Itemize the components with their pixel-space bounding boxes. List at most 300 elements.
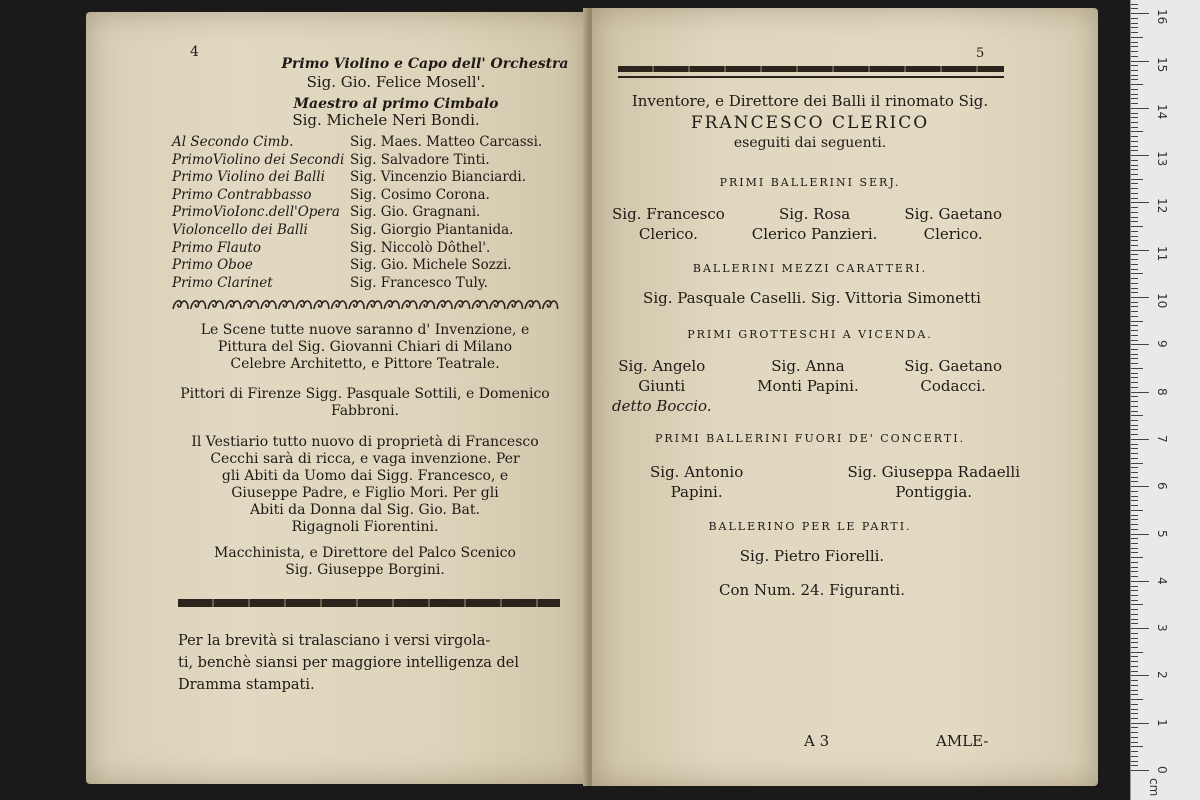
staff-role: Primo Clarinet [172, 274, 273, 291]
section-heading-parti: BALLERINO PER LE PARTI. [708, 520, 912, 533]
dancer-name-line: Pontiggia. [895, 483, 973, 501]
ruler-tick [1131, 306, 1138, 307]
ruler-tick [1131, 690, 1138, 691]
ruler-tick [1131, 37, 1143, 38]
ruler-tick [1131, 519, 1138, 520]
ruler-label: 7 [1155, 434, 1169, 443]
ruler-tick [1131, 155, 1149, 156]
ruler-tick [1131, 240, 1138, 241]
ruler-tick [1131, 103, 1138, 104]
ruler-tick [1131, 439, 1149, 440]
ruler-tick [1131, 481, 1138, 482]
staff-name: Sig. Salvadore Tinti. [350, 151, 490, 168]
ruler-tick [1131, 510, 1143, 511]
ruler-tick [1131, 98, 1138, 99]
scene-line: Pittura del Sig. Giovanni Chiari di Milano [217, 339, 513, 355]
ruler-tick [1131, 746, 1143, 747]
dancer-entry [612, 356, 712, 416]
ruler-tick [1131, 32, 1138, 33]
dancer-name-line: Clerico. [638, 225, 698, 243]
demi-character-dancers: Sig. Pasquale Caselli. Sig. Vittoria Simonetti [643, 289, 981, 307]
ruler-tick [1131, 765, 1138, 766]
ruler-tick [1131, 4, 1138, 5]
ruler-tick [1131, 529, 1138, 530]
ruler-tick [1131, 56, 1138, 57]
scene-line: Celebre Architetto, e Pittore Teatrale. [230, 356, 500, 372]
ruler-tick [1131, 396, 1138, 397]
ruler-tick [1131, 136, 1138, 137]
ruler-tick [1131, 661, 1138, 662]
staff-name: Sig. Francesco Tuly. [350, 274, 488, 291]
dancer-entry [904, 356, 1002, 416]
ruler-tick [1131, 675, 1149, 676]
ruler-tick [1131, 543, 1138, 544]
staff-name: Sig. Giorgio Piantanida. [350, 222, 514, 238]
ruler-tick [1131, 467, 1138, 468]
costume-line: Abiti da Donna dal Sig. Gio. Bat. [250, 502, 480, 518]
character-dancer: Sig. Pietro Fiorelli. [739, 547, 885, 565]
ruler-tick [1131, 316, 1138, 317]
ruler-tick [1131, 751, 1138, 752]
ruler-tick [1131, 269, 1138, 270]
ruler-tick [1131, 236, 1138, 237]
ornament-motif [437, 301, 452, 309]
costume-line: Il Vestiario tutto nuovo di proprietà di Francesco [191, 434, 539, 450]
ruler-tick [1131, 718, 1138, 719]
dancer-name-line: Clerico. [923, 225, 983, 243]
ruler-tick [1131, 46, 1138, 47]
ruler-tick [1131, 505, 1138, 506]
ornament-motif [384, 301, 399, 309]
ruler-tick [1131, 699, 1143, 700]
ruler-tick [1131, 179, 1143, 180]
decorative-border-ornament [172, 296, 560, 312]
machinist-line: Macchinista, e Direttore del Palco Scenico [214, 545, 516, 561]
grotesque-dancers-row [612, 356, 1002, 416]
ruler-tick [1131, 84, 1143, 85]
ruler-tick [1131, 595, 1138, 596]
ruler-tick [1131, 685, 1138, 686]
ruler-tick [1131, 392, 1149, 393]
ruler-tick [1131, 264, 1138, 265]
ruler-tick [1131, 387, 1138, 388]
note-line: Per la brevità si tralasciano i versi virgola- [178, 633, 491, 649]
note-paragraph [178, 630, 568, 696]
ruler-tick [1131, 141, 1138, 142]
ruler-tick [1131, 576, 1138, 577]
ruler-tick [1131, 671, 1138, 672]
ruler-tick [1131, 666, 1138, 667]
ruler-tick [1131, 600, 1138, 601]
ruler-tick [1131, 358, 1138, 359]
ruler-tick [1131, 770, 1149, 771]
ornament-motif [490, 301, 505, 309]
ruler-tick [1131, 193, 1138, 194]
ruler-tick [1131, 652, 1143, 653]
ruler-tick [1131, 330, 1138, 331]
ruler-tick [1131, 108, 1149, 109]
ruler-tick [1131, 245, 1138, 246]
staff-row [172, 257, 572, 275]
ruler-tick [1131, 382, 1138, 383]
ornament-motif [419, 301, 434, 309]
ruler-label: 11 [1155, 245, 1169, 261]
ruler-label: 2 [1155, 671, 1169, 680]
ruler-tick [1131, 340, 1138, 341]
ruler-tick [1131, 283, 1138, 284]
signature-mark: A 3 [804, 732, 830, 750]
dancer-entry [847, 462, 1020, 502]
ornament-motif [507, 301, 522, 309]
ruler-tick [1131, 288, 1138, 289]
ruler-tick [1131, 297, 1149, 298]
dancer-name-line: Sig. Gaetano [904, 205, 1002, 223]
ruler-tick [1131, 515, 1138, 516]
ruler-tick [1131, 500, 1138, 501]
ruler-tick [1131, 373, 1138, 374]
dancer-entry [650, 462, 743, 502]
costume-line: Rigagnoli Fiorentini. [291, 519, 439, 535]
ruler-tick [1131, 756, 1138, 757]
staff-name: Sig. Vincenzio Bianciardi. [350, 169, 527, 186]
ruler-tick [1131, 429, 1138, 430]
ruler-tick [1131, 401, 1138, 402]
ruler-tick [1131, 335, 1138, 336]
header-rule-top [618, 66, 1004, 72]
ruler-tick [1131, 349, 1138, 350]
dancer-name-line: Sig. Anna [771, 357, 845, 375]
staff-name: Sig. Maes. Matteo Carcassi. [350, 134, 543, 150]
ruler-tick [1131, 231, 1138, 232]
machinist-paragraph [150, 545, 580, 579]
scene-paragraph [150, 322, 580, 373]
ruler-tick [1131, 42, 1138, 43]
dancer-name-line: Sig. Giuseppa Radaelli [847, 463, 1020, 481]
ornament-motif [472, 301, 487, 309]
ruler-tick [1131, 552, 1138, 553]
note-line: Dramma stampati. [178, 677, 315, 693]
ruler-label: 1 [1155, 718, 1169, 727]
ruler-tick [1131, 198, 1138, 199]
ruler-tick [1131, 496, 1138, 497]
ruler-label: 6 [1155, 482, 1169, 490]
dancer-name-line: Sig. Rosa [778, 205, 851, 223]
ruler-tick [1131, 207, 1138, 208]
ornament-motif [173, 301, 188, 309]
ornament-motif [349, 301, 364, 309]
ruler-label: 4 [1155, 576, 1169, 585]
ruler-tick [1131, 448, 1138, 449]
section-heading-mezzi: BALLERINI MEZZI CARATTERI. [692, 262, 928, 275]
ruler-tick [1131, 292, 1138, 293]
staff-role: Primo Contrabbasso [172, 186, 312, 203]
ruler-tick [1131, 581, 1149, 582]
ornament-motif [331, 301, 346, 309]
dancer-name-line: Papini. [670, 483, 723, 501]
ornament-motif [296, 301, 311, 309]
ruler-tick [1131, 628, 1149, 629]
section-heading-fuori: PRIMI BALLERINI FUORI DE' CONCERTI. [654, 432, 966, 445]
ruler-tick [1131, 571, 1138, 572]
ruler-tick [1131, 742, 1138, 743]
ruler-label: 10 [1155, 293, 1169, 309]
measurement-ruler [1130, 0, 1200, 800]
ruler-tick [1131, 425, 1138, 426]
ruler-tick [1131, 202, 1149, 203]
section-heading-grotteschi: PRIMI GROTTESCHI A VICENDA. [687, 328, 933, 341]
ruler-tick [1131, 737, 1138, 738]
ruler-tick [1131, 23, 1138, 24]
dancer-name-line: detto Boccio. [612, 397, 712, 415]
ruler-tick [1131, 415, 1143, 416]
dancer-name-line: Sig. Francesco [612, 205, 725, 223]
ruler-tick [1131, 491, 1138, 492]
section-rule-left [178, 599, 560, 607]
ruler-tick [1131, 434, 1138, 435]
ornament-motif [402, 301, 417, 309]
orchestra-leader-name: Sig. Gio. Felice Mosell'. [306, 73, 486, 91]
ornament-motif [314, 301, 329, 309]
dancer-name-line: Codacci. [920, 377, 986, 395]
ruler-tick [1131, 633, 1138, 634]
painters-line: Fabbroni. [330, 403, 400, 419]
dancer-name-line: Giunti [638, 377, 686, 395]
ruler-tick [1131, 146, 1138, 147]
dancer-name-line: Sig. Gaetano [904, 357, 1002, 375]
note-line: ti, benchè siansi per maggiore intelligenza del [178, 655, 520, 671]
dancer-name-line: Sig. Antonio [650, 463, 744, 481]
staff-name: Sig. Gio. Michele Sozzi. [350, 257, 512, 274]
ruler-tick [1131, 250, 1149, 251]
ruler-tick [1131, 174, 1138, 175]
ruler-tick [1131, 8, 1138, 9]
ruler-tick [1131, 586, 1138, 587]
ruler-tick [1131, 463, 1143, 464]
ruler-label: 0 [1155, 766, 1169, 774]
ruler-tick [1131, 70, 1138, 71]
staff-role: Al Secondo Cimb. [172, 134, 294, 150]
dance-director-name: FRANCESCO CLERICO [690, 113, 930, 133]
dancer-name-line: Clerico Panzieri. [751, 225, 878, 243]
ruler-tick [1131, 486, 1149, 487]
ruler-tick [1131, 117, 1138, 118]
ruler-tick [1131, 344, 1149, 345]
ruler-tick [1131, 165, 1138, 166]
ornament-motif [243, 301, 258, 309]
staff-row [172, 152, 572, 170]
ruler-tick [1131, 538, 1138, 539]
ruler-tick [1131, 453, 1138, 454]
staff-role: PrimoVioIonc.dell'Opera [172, 204, 340, 221]
ruler-tick [1131, 638, 1138, 639]
ruler-tick [1131, 217, 1138, 218]
ruler-tick [1131, 226, 1143, 227]
staff-row [172, 204, 572, 222]
figurants-line: Con Num. 24. Figuranti. [719, 581, 905, 599]
dancers-outside-concerts-row [650, 462, 1020, 502]
ruler-label: 5 [1155, 529, 1169, 538]
ruler-tick [1131, 183, 1138, 184]
ornament-motif [261, 301, 276, 309]
staff-row [172, 134, 572, 152]
costume-line: Giuseppe Padre, e Figlio Mori. Per gli [231, 485, 499, 501]
painters-paragraph [150, 386, 580, 420]
ruler-tick [1131, 604, 1143, 605]
ornament-motif [191, 301, 206, 309]
staff-row [172, 222, 572, 240]
ruler-tick [1131, 212, 1138, 213]
ruler-tick [1131, 89, 1138, 90]
maestro-name: Sig. Michele Neri Bondi. [292, 111, 480, 129]
page-number-right: 5 [976, 46, 985, 61]
ruler-tick [1131, 18, 1138, 19]
ruler-tick [1131, 642, 1138, 643]
performers-intro: eseguiti dai seguenti. [733, 135, 887, 151]
ruler-tick [1131, 188, 1138, 189]
ruler-tick [1131, 534, 1149, 535]
ruler-tick [1131, 325, 1138, 326]
ruler-tick [1131, 656, 1138, 657]
ruler-tick [1131, 548, 1138, 549]
ruler-tick [1131, 694, 1138, 695]
ornament-motif [367, 301, 382, 309]
dance-director-intro: Inventore, e Direttore dei Balli il rinomato Sig. [631, 92, 989, 110]
ornament-motif [279, 301, 294, 309]
ruler-tick [1131, 761, 1138, 762]
ruler-tick [1131, 567, 1138, 568]
ruler-tick [1131, 732, 1138, 733]
ruler-tick [1131, 273, 1143, 274]
dancer-name-line: Monti Papini. [757, 377, 859, 395]
ruler-unit: cm [1147, 778, 1161, 797]
dancer-entry [904, 204, 1002, 244]
ruler-tick [1131, 623, 1138, 624]
ruler-tick [1131, 131, 1143, 132]
ruler-label: 15 [1155, 56, 1169, 72]
ruler-tick [1131, 51, 1138, 52]
ruler-tick [1131, 614, 1138, 615]
scene-line: Le Scene tutte nuove saranno d' Invenzione, e [200, 322, 530, 338]
ruler-tick [1131, 94, 1138, 95]
ruler-tick [1131, 278, 1138, 279]
ornament-motif [226, 301, 241, 309]
ruler-tick [1131, 354, 1138, 355]
staff-role: Violoncello dei Balli [172, 222, 308, 238]
staff-name: Sig. Niccolò Dôthel'. [350, 239, 491, 256]
ruler-tick [1131, 221, 1138, 222]
ruler-tick [1131, 557, 1143, 558]
ruler-tick [1131, 27, 1138, 28]
ruler-tick [1131, 169, 1138, 170]
staff-role: Primo Oboe [172, 257, 253, 274]
ruler-label: 14 [1155, 103, 1169, 120]
ruler-tick [1131, 619, 1138, 620]
ruler-tick [1131, 160, 1138, 161]
ruler-label: 13 [1155, 151, 1169, 167]
ruler-label: 8 [1155, 387, 1169, 396]
dancer-entry [612, 204, 725, 244]
costume-line: gli Abiti da Uomo dai Sigg. Francesco, e [221, 468, 509, 484]
ruler-tick [1131, 321, 1143, 322]
ruler-tick [1131, 302, 1138, 303]
ruler-tick [1131, 254, 1138, 255]
ruler-tick [1131, 727, 1138, 728]
staff-name: Sig. Gio. Gragnani. [350, 204, 481, 221]
ruler-tick [1131, 609, 1138, 610]
ruler-tick [1131, 377, 1138, 378]
page-number-left: 4 [190, 44, 199, 60]
ruler-tick [1131, 723, 1149, 724]
ruler-tick [1131, 472, 1138, 473]
ruler-tick [1131, 680, 1138, 681]
staff-role: PrimoViolino dei Secondi [172, 151, 345, 168]
ornament-motif [455, 301, 470, 309]
ruler-tick [1131, 79, 1138, 80]
ruler-tick [1131, 65, 1138, 66]
ruler-tick [1131, 122, 1138, 123]
ruler-tick [1131, 311, 1138, 312]
serious-dancers-row [612, 204, 1002, 244]
dancer-entry [757, 356, 859, 416]
ruler-tick [1131, 113, 1138, 114]
ruler-tick [1131, 127, 1138, 128]
staff-row [172, 187, 572, 205]
ruler-label: 12 [1155, 198, 1169, 214]
header-rule-bottom [618, 76, 1004, 78]
ruler-label: 3 [1155, 624, 1169, 632]
ruler-tick [1131, 61, 1149, 62]
orchestra-leader-title: Primo Violino e Capo dell' Orchestra [281, 56, 569, 72]
ornament-motif [543, 301, 558, 309]
maestro-title: Maestro al primo Cimbalo [293, 96, 499, 112]
staff-name: Sig. Cosimo Corona. [350, 186, 490, 203]
dancer-name-line: Sig. Angelo [618, 357, 706, 375]
ruler-tick [1131, 368, 1143, 369]
ruler-tick [1131, 150, 1138, 151]
ruler-label: 9 [1155, 340, 1169, 348]
ruler-tick [1131, 709, 1138, 710]
ruler-tick [1131, 420, 1138, 421]
staff-row [172, 169, 572, 187]
dancer-entry [752, 204, 878, 244]
costume-line: Cecchi sarà di ricca, e vaga invenzione. Per [210, 451, 520, 467]
ruler-tick [1131, 562, 1138, 563]
ruler-tick [1131, 458, 1138, 459]
ruler-tick [1131, 477, 1138, 478]
catchword: AMLE- [936, 732, 989, 750]
ornament-motif [208, 301, 223, 309]
ruler-tick [1131, 704, 1138, 705]
machinist-line: Sig. Giuseppe Borgini. [285, 562, 445, 578]
ruler-tick [1131, 13, 1149, 14]
ornament-motif [525, 301, 540, 309]
ruler-tick [1131, 406, 1138, 407]
ruler-tick [1131, 713, 1138, 714]
ruler-tick [1131, 647, 1138, 648]
ruler-label: 16 [1155, 9, 1169, 25]
ruler-tick [1131, 411, 1138, 412]
section-heading-serj: PRIMI BALLERINI SERJ. [719, 176, 901, 189]
ruler-tick [1131, 259, 1138, 260]
ruler-tick [1131, 524, 1138, 525]
ruler-tick [1131, 75, 1138, 76]
staff-row [172, 275, 572, 293]
costume-paragraph [150, 434, 580, 536]
painters-line: Pittori di Firenze Sigg. Pasquale Sottili, e Domenico [180, 386, 550, 402]
staff-row [172, 240, 572, 258]
ruler-tick [1131, 444, 1138, 445]
ruler-tick [1131, 590, 1138, 591]
